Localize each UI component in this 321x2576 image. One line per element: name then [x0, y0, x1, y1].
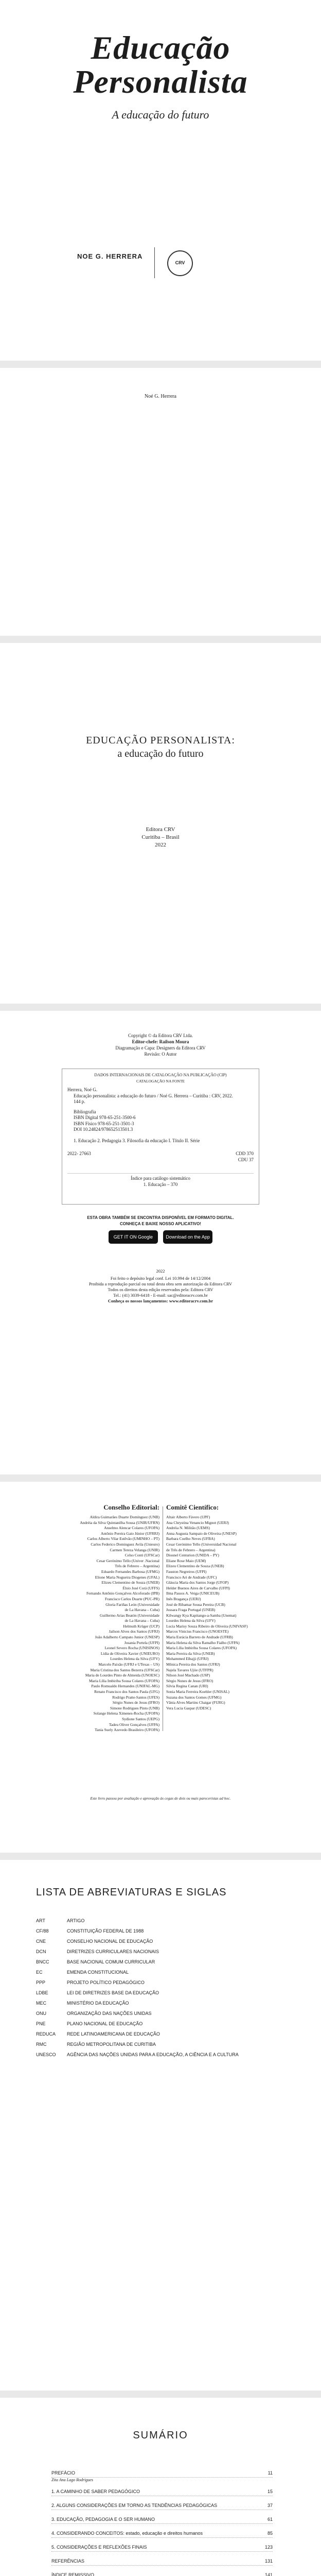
scientific-committee-title: Comitê Científico:	[166, 1503, 219, 1511]
abbreviation-row	[36, 1998, 283, 2008]
ebook-cta: CONHEÇA E BAIXE NOSSO APLICATIVO!	[120, 1222, 201, 1226]
summary-entry	[51, 2469, 273, 2482]
abbreviation-key: ONU	[36, 2011, 46, 2016]
abbreviation-value: BASE NACIONAL COMUM CURRICULAR	[67, 1959, 155, 1964]
abbreviation-row	[36, 1977, 283, 1988]
legal-line: Tel.: (41) 3039-6418 - E-mail: sac@editoracrv.com.br	[113, 1293, 208, 1298]
summary-title: SUMÁRIO	[133, 2430, 188, 2441]
editorial-member: Maria Cristina dos Santos Bezerra (UFSCar)	[90, 1667, 159, 1672]
summary-entry-page: 123	[264, 2545, 273, 2550]
editorial-board-title: Conselho Editorial:	[103, 1503, 159, 1511]
summary-row[interactable]	[51, 2515, 273, 2524]
page-gap	[0, 1475, 321, 1482]
abbreviation-row	[36, 2049, 283, 2060]
legal-year: 2022	[156, 1268, 165, 1274]
cover-title	[0, 31, 321, 99]
abbreviations-page	[0, 1860, 321, 2391]
cip-index-item: 1. Educação – 370	[143, 1181, 178, 1187]
imprint-year: 2022	[155, 842, 166, 848]
abbreviation-row	[36, 2029, 283, 2039]
app-store-badge[interactable]: Download on the App Store	[163, 1230, 212, 1244]
cip-line: DOI 10.24824/978652513501.3	[74, 1127, 133, 1132]
page-gap	[0, 1853, 321, 1860]
scientific-member: Nilson José Machado (USP)	[166, 1673, 210, 1678]
ebook-notice	[0, 1215, 321, 1227]
scientific-member: Maria Eurácia Barreto de Andrade (UFRB)	[166, 1635, 233, 1640]
summary-entry-page: 15	[267, 2489, 273, 2494]
editorial-member: Sydione Santos (UEPG)	[122, 1716, 159, 1721]
half-title-page	[0, 368, 321, 636]
credits	[0, 1032, 321, 1057]
cip-classification	[67, 1151, 254, 1163]
editorial-member: Elione Maria Nogueira Diogenes (UFAL)	[95, 1574, 159, 1580]
scientific-member: Mônica Pereira dos Santos (UFRJ)	[166, 1662, 220, 1667]
abbreviation-row	[36, 1916, 283, 1926]
editorial-member: Anselmo Alencar Colares (UFOPA)	[104, 1526, 159, 1531]
scientific-member: José de Ribamar Sousa Pereira (UCB)	[166, 1602, 225, 1607]
title-page-imprint	[0, 826, 321, 849]
abbreviation-key: PNE	[36, 2021, 46, 2026]
cdd-code: CDD 370	[236, 1151, 254, 1156]
abbreviation-row	[36, 1967, 283, 1977]
abbreviation-value: CONSTITUIÇÃO FEDERAL DE 1988	[67, 1928, 144, 1934]
abbreviation-value: EMENDA CONSTITUCIONAL	[67, 1970, 129, 1975]
editorial-member: Solange Helena Ximenes-Rocha (UFOPA)	[93, 1711, 159, 1716]
scientific-member: Silvia Regina Canan (URI)	[166, 1684, 208, 1689]
editorial-member: Carlos Alberto Vilar Estêvão (UMINHO – PT)	[87, 1536, 159, 1541]
summary-entry	[51, 2515, 273, 2524]
editorial-member: Simone Rodrigues Pinto (UNB)	[110, 1705, 159, 1710]
editorial-member: Tania Suely Azevedo Brasileiro (UFOPA)	[95, 1727, 159, 1733]
editorial-member: Paulo Romualdo Hernandes (UNIFAL-MG)	[91, 1684, 159, 1689]
abbreviation-key: CNE	[36, 1939, 46, 1944]
editorial-member: Maria de Lourdes Pinto de Almeida (UNOESC)	[85, 1673, 159, 1678]
summary-entry-page: 85	[267, 2531, 273, 2536]
abbreviations-title: LISTA DE ABREVIATURAS E SIGLAS	[36, 1887, 227, 1898]
imprint-publisher: Editora CRV	[146, 826, 175, 833]
abbreviation-value: REDE LATINOAMERICANA DE EDUCAÇÃO	[67, 2031, 160, 2037]
title-page-subtitle: a educação do futuro	[117, 748, 204, 759]
summary-entry-page: 141	[264, 2572, 273, 2576]
summary-entry	[51, 2543, 273, 2552]
editorial-member: Elizeu Clementino de Souza (UNEB)	[101, 1580, 159, 1585]
editorial-member: Tadeu Oliver Gonçalves (UFPA)	[109, 1722, 159, 1727]
scientific-committee	[166, 1503, 290, 1711]
cdu-code: CDU 37	[238, 1157, 254, 1162]
cip-line: 1. Educação 2. Pedagogia 3. Filosofia da educação I. Título II. Série	[74, 1138, 200, 1143]
cover-subtitle: A educação do futuro	[112, 108, 209, 121]
scientific-member: Andréia N. Militão (UEMS)	[166, 1526, 210, 1531]
scientific-member: Kilwangy Kya Kapitango-a-Samba (Unemat)	[166, 1613, 237, 1618]
scientific-member: Altair Alberto Fávero (UPF)	[166, 1515, 210, 1519]
summary-entry-title: PREFÁCIO	[51, 2470, 76, 2476]
abbreviation-value: PLANO NACIONAL DE EDUCAÇÃO	[67, 2021, 143, 2026]
scientific-member: Marcos Vinicius Francisco (UNOESTE)	[166, 1629, 229, 1634]
credit-line: Diagramação e Capa: Designers da Editora CRV	[115, 1045, 206, 1050]
editorial-member: Guillermo Arias Beatón (Universidade	[99, 1613, 159, 1618]
page-gap	[0, 1004, 321, 1011]
scientific-member: Ana Chrystina Venancio Mignot (UERJ)	[166, 1520, 229, 1525]
summary-entry-page: 11	[268, 2470, 273, 2476]
editorial-member: Gloria Fariñas León (Universidade	[105, 1602, 159, 1607]
legal-line: Conheça os nossos lançamentos: www.editoracrv.com.br	[108, 1298, 213, 1303]
credit-line: Editor-chefe: Railson Moura	[132, 1039, 189, 1044]
editorial-member: Helmuth Krüger (UCP)	[123, 1623, 159, 1629]
peer-review-note: Este livro passou por avaliação e aprovação às cegas de dois ou mais pareceristas ad hoc.	[90, 1796, 231, 1801]
summary-list	[51, 2469, 273, 2576]
scientific-member: Cesar Gerónimo Tello (Universidad Nacional	[166, 1541, 237, 1547]
abbreviation-row	[36, 2039, 283, 2049]
editorial-member: Lídia de Oliveira Xavier (UNIEURO)	[100, 1651, 159, 1656]
editorial-member: Josania Portela (UFPI)	[124, 1640, 159, 1645]
editorial-member: Eduardo Fernandes Barbosa (UFMG)	[101, 1569, 159, 1574]
cip-class-cdd-cdu	[236, 1151, 254, 1163]
editorial-member: de La Havana – Cuba)	[124, 1618, 159, 1623]
publisher-logo-text: CRV	[175, 260, 185, 265]
scientific-member: Eliane Rose Maio (UEM)	[166, 1558, 206, 1563]
scientific-member: Diosnel Centurion (UNIDA – PY)	[166, 1553, 219, 1558]
editorial-member: João Adalberto Campato Junior (UNESP)	[95, 1635, 159, 1640]
scientific-member: Anna Augusta Sampaio de Oliveira (UNESP)	[166, 1531, 237, 1536]
summary-entry-title: REFERÊNCIAS	[51, 2558, 85, 2564]
page-gap	[0, 2391, 321, 2398]
editorial-member: Andréia da Silva Quintanilha Sousa (UNIR/UFRN)	[80, 1520, 159, 1525]
summary-entry-title: 2. ALGUNS CONSIDERAÇÕES EM TORNO AS TENDÊNCIAS PEDAGÓGICAS	[51, 2503, 218, 2508]
scientific-member: Suzana dos Santos Gomes (UFMG)	[166, 1694, 222, 1700]
abbreviation-value: ORGANIZAÇÃO DAS NAÇÕES UNIDAS	[67, 2011, 152, 2016]
scientific-member: Barbara Coelho Neves (UFBA)	[166, 1536, 215, 1541]
editorial-member: Fernando Antônio Gonçalves Alcoforado (IPB)	[86, 1591, 159, 1596]
summary-entry	[51, 2557, 273, 2566]
summary-row[interactable]	[51, 2529, 273, 2538]
editorial-member: Leonel Severo Rocha (UNISINOS)	[104, 1646, 159, 1651]
scientific-member: Najela Tavares Ujiie (UTFPR)	[166, 1667, 213, 1672]
scientific-committee-list	[166, 1515, 290, 1711]
cip-line: ISBN Físico 978-65-251-3501-3	[74, 1121, 134, 1126]
editorial-board	[36, 1503, 159, 1733]
abbreviation-value: DIRETRIZES CURRICULARES NACIONAIS	[67, 1949, 159, 1954]
scientific-member: Fauston Negreiros (UFPI)	[166, 1569, 207, 1574]
abbreviation-value: AGÊNCIA DAS NAÇÕES UNIDAS PARA A EDUCAÇÃO, A CIÊNCIA E A CULTURA	[67, 2052, 239, 2057]
scientific-member: Lucia Marisy Souza Ribeiro de Oliveira (UNIVASF)	[166, 1623, 248, 1629]
abbreviation-key: DCN	[36, 1949, 46, 1954]
scientific-member: Vânia Alves Martins Chaigar (FURG)	[166, 1700, 225, 1705]
summary-entry	[51, 2501, 273, 2510]
legal-line: Proibida a reprodução parcial ou total desta obra sem autorização da Editora CRV	[88, 1281, 233, 1286]
page-gap	[0, 636, 321, 643]
abbreviation-key: EC	[36, 1970, 43, 1975]
editorial-member: Lourdes Helena da Silva (UFV)	[110, 1656, 159, 1662]
credit-line: Copyright © da Editora CRV Ltda.	[128, 1033, 193, 1038]
scientific-member: Mohammed Elhajji (UFRJ)	[166, 1656, 209, 1662]
abbreviation-row	[36, 2019, 283, 2029]
scientific-member: Elizeu Clementino de Souza (UNEB)	[166, 1564, 224, 1569]
editorial-board-list	[36, 1515, 159, 1733]
editorial-member: Rodrigo Pratte-Santos (UFES)	[112, 1694, 159, 1700]
legal-line: Todos os direitos desta edição reservados pela: Editora CRV	[108, 1287, 213, 1292]
scientific-member: Ilma Passos A. Veiga (UNICEUB)	[166, 1591, 220, 1596]
copyright-page	[0, 1011, 321, 1475]
abbreviation-value: PROJETO POLÍTICO PEDAGÓGICO	[67, 1980, 145, 1985]
cip-line: Educação personalista: a educação do futuro / Noé G. Herrera – Curitiba : CRV, 2022.	[74, 1093, 233, 1098]
summary-entry-title: 5. CONSIDERAÇÕES E REFLEXÕES FINAIS	[51, 2545, 147, 2550]
summary-row[interactable]	[51, 2501, 273, 2510]
cip-index-title: Índice para catálogo sistemático	[67, 1173, 254, 1182]
abbreviation-key: PPP	[36, 1980, 46, 1985]
abbreviation-key: CF/88	[36, 1928, 49, 1934]
abbreviation-row	[36, 1946, 283, 1957]
ebook-notice-line: ESTA OBRA TAMBÉM SE ENCONTRA DISPONÍVEL EM FORMATO DIGITAL.	[87, 1215, 234, 1220]
editorial-member: Celso Conti (UFSCar)	[124, 1553, 159, 1558]
scientific-member: Jussara Fraga Portugal (UNEB)	[166, 1607, 216, 1613]
editorial-member: Maria Lília Imbiriba Sousa Colares (UFOPA)	[89, 1678, 159, 1683]
cip-line: Bibliografia	[74, 1109, 96, 1114]
abbreviations-list	[36, 1916, 283, 2060]
editorial-member: Francisco Carlos Duarte (PUC-PR)	[104, 1596, 159, 1601]
boards-page	[0, 1482, 321, 1853]
abbreviation-row	[36, 1957, 283, 1967]
cip-title: DADOS INTERNACIONAIS DE CATALOGAÇÃO NA PUBLICAÇÃO (CIP)	[94, 1073, 227, 1077]
abbreviation-key: UNESCO	[36, 2052, 56, 2057]
cover-page	[0, 0, 321, 361]
scientific-member: Francisco Ari de Andrade (UFC)	[166, 1574, 217, 1580]
legal-line: Foi feito o depósito legal conf. Lei 10.994 de 14/12/2004	[110, 1276, 211, 1281]
abbreviation-value: REGIÃO METROPOLITANA DE CURITIBA	[67, 2042, 156, 2047]
cip-line: Herrera, Noé G.	[67, 1087, 97, 1092]
abbreviation-row	[36, 1988, 283, 1998]
editorial-member: Cesar Gerónimo Tello (Univer .Nacional	[96, 1558, 159, 1563]
cip-subtitle: CATALOGAÇÃO NA FONTE	[136, 1078, 185, 1083]
scientific-member: Inês Bragança (UERJ)	[166, 1596, 201, 1601]
abbreviation-key: RMC	[36, 2042, 47, 2047]
abbreviation-value: MINISTÉRIO DA EDUCAÇÃO	[67, 2001, 129, 2006]
imprint-place: Curitiba – Brasil	[141, 834, 180, 840]
title-page	[0, 643, 321, 1004]
editorial-member: Carlos Federico Dominguez Avila (Unieuro)	[91, 1541, 159, 1547]
abbreviation-key: MEC	[36, 2001, 46, 2006]
title-page-title: EDUCAÇÃO PERSONALISTA:	[86, 735, 235, 746]
abbreviation-value: ARTIGO	[67, 1918, 85, 1923]
abbreviation-row	[36, 2008, 283, 2019]
publisher-logo	[167, 250, 193, 276]
editorial-member: Carmen Tereza Velanga (UNIR)	[110, 1547, 159, 1552]
abbreviation-row	[36, 1936, 283, 1946]
editorial-member: de La Havana – Cuba)	[124, 1607, 159, 1613]
app-badges	[0, 1230, 321, 1253]
legal-block	[0, 1268, 321, 1304]
abbreviation-key: REDUCA	[36, 2031, 56, 2037]
cip-line: 144 p.	[74, 1099, 85, 1104]
editorial-member: Aldira Guimarães Duarte Domínguez (UNB)	[90, 1515, 159, 1519]
summary-entry-title: 4. CONSIDERANDO CONCEITOS: estado, educação e direitos humanos	[51, 2531, 203, 2536]
credit-line: Revisão: O Autor	[144, 1052, 177, 1057]
editorial-member: Jailson Alves dos Santos (UFRJ)	[109, 1629, 159, 1634]
summary-entry-page: 61	[267, 2517, 273, 2522]
summary-entry-subtitle: Zita Ana Lago Rodrigues	[51, 2478, 93, 2482]
abbreviation-value: CONSELHO NACIONAL DE EDUCAÇÃO	[67, 1939, 153, 1944]
editorial-member: Sérgio Nunes de Jesus (IFRO)	[112, 1700, 159, 1705]
editorial-member: Antônio Pereira Gaio Júnior (UFRRJ)	[100, 1531, 159, 1536]
half-title-author: Noé G. Herrera	[145, 394, 176, 399]
scientific-member: de Três de Febrero – Argentina)	[166, 1547, 216, 1552]
abbreviation-row	[36, 1926, 283, 1936]
abbreviation-key: LDBE	[36, 1990, 48, 1995]
editorial-member: Élsio José Corá (UFFS)	[122, 1585, 159, 1590]
abbreviation-key: ART	[36, 1918, 45, 1923]
scientific-member: Maria Lília Imbiriba Sousa Colares (UFOPA)	[166, 1646, 237, 1651]
abbreviation-key: BNCC	[36, 1959, 49, 1964]
summary-row[interactable]	[51, 2487, 273, 2496]
summary-row[interactable]	[51, 2469, 273, 2478]
summary-entry	[51, 2487, 273, 2496]
summary-page	[0, 2398, 321, 2576]
summary-entry-page: 131	[264, 2558, 273, 2564]
scientific-member: Maria Helena da Silva Ramalho Fialho (UFPA)	[166, 1640, 240, 1645]
summary-entry-title: 1. A CAMINHO DE SABER PEDAGÓGICO	[51, 2489, 140, 2494]
scientific-member: Lourdes Helena da Silva (UFV)	[166, 1618, 216, 1623]
scientific-member: Gláucia Maria dos Santos Jorge (UFOP)	[166, 1580, 229, 1585]
summary-entry-title: 3. EDUCAÇÃO, PEDAGOGIA E O SER HUMANO	[51, 2517, 155, 2522]
scientific-member: Vera Lucia Gaspar (UDESC)	[166, 1705, 211, 1710]
cip-box	[62, 1069, 259, 1205]
page-gap	[0, 361, 321, 368]
summary-entry-page: 37	[267, 2503, 273, 2508]
cover-title-line2: Personalista	[73, 63, 248, 100]
summary-row[interactable]	[51, 2543, 273, 2552]
cover-title-line1: Educação	[91, 29, 230, 66]
cip-class-code: 2022- 27663	[67, 1151, 91, 1156]
abbreviation-value: LEI DE DIRETRIZES BASE DA EDUCAÇÃO	[67, 1990, 159, 1995]
editorial-member: Renato Francisco dos Santos Paula (UFG)	[94, 1689, 159, 1694]
google-play-badge[interactable]: GET IT ON Google Play	[109, 1230, 158, 1244]
scientific-member: Maria Pereira da Silva (UNEB)	[166, 1651, 215, 1656]
summary-entry	[51, 2529, 273, 2538]
cip-line: ISBN Digital 978-65-251-3500-6	[74, 1115, 136, 1120]
summary-entry-title: ÍNDICE REMISSIVO	[51, 2572, 95, 2576]
editorial-member: Três de Febrero – Argentina)	[115, 1564, 159, 1569]
scientific-member: Sérgio Nunes de Jesus (IFRO)	[166, 1678, 213, 1683]
summary-row[interactable]	[51, 2557, 273, 2566]
editorial-member: Marcelo Paixão (UFRJ e UTexas – US)	[98, 1662, 159, 1667]
summary-row[interactable]	[51, 2571, 273, 2576]
summary-entry	[51, 2571, 273, 2576]
cover-author: NOE G. HERRERA	[77, 252, 143, 260]
cover-divider	[154, 247, 155, 278]
scientific-member: Sonia Maria Ferreira Koehler (UNISAL)	[166, 1689, 229, 1694]
scientific-member: Helder Buenos Aires de Carvalho (UFPI)	[166, 1585, 230, 1590]
